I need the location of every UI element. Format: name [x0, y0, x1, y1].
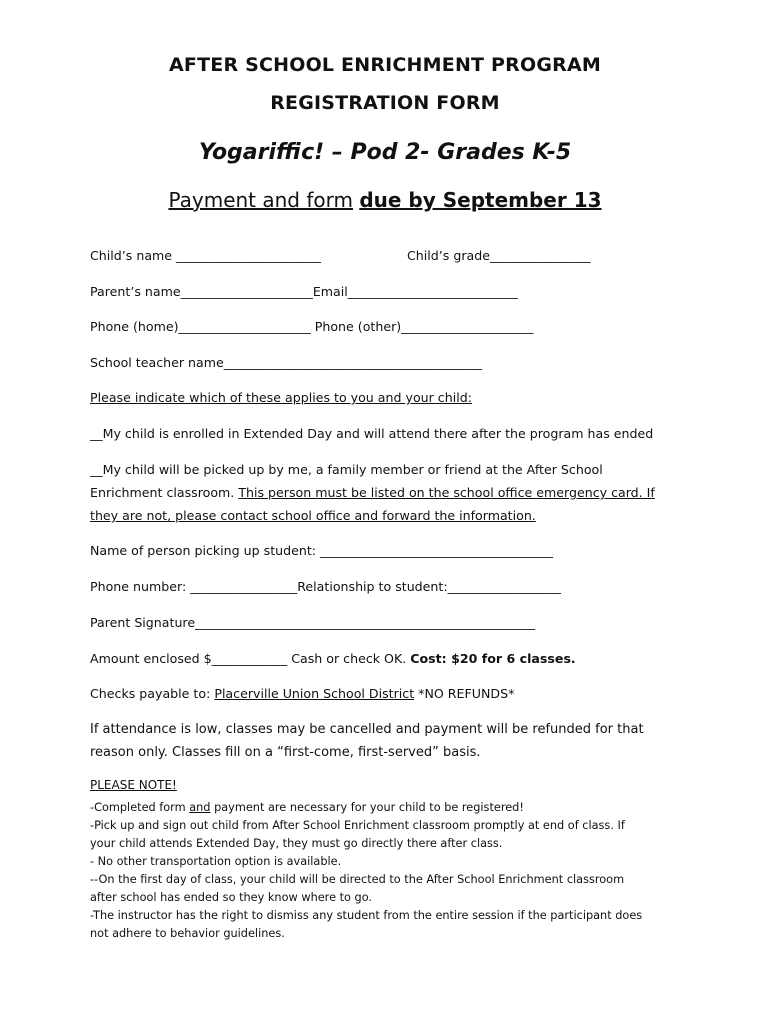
district-name: Placerville Union School District — [214, 686, 415, 701]
checks-payable-label: Checks payable to: — [90, 686, 211, 701]
parent-signature-field[interactable]: Parent Signature______________________________________________________ — [90, 615, 536, 630]
phone-relationship-field[interactable]: Phone number: _________________Relationship to student:__________________ — [90, 579, 561, 594]
please-note-heading: PLEASE NOTE! — [90, 778, 177, 792]
due-date-line — [0, 188, 770, 212]
option-pickup-emergency-note: This person must be listed on the school office emergency card. If — [238, 485, 655, 500]
note-2-line2: your child attends Extended Day, they must go directly there after class. — [90, 837, 503, 850]
option-pickup-line1: __My child will be picked up by me, a family member or friend at the After School — [90, 462, 603, 477]
title-line1: AFTER SCHOOL ENRICHMENT PROGRAM — [169, 54, 601, 76]
childs-grade-field[interactable]: Child’s grade________________ — [407, 248, 591, 263]
attendance-line2: reason only. Classes fill on a “first-come, first-served” basis. — [90, 745, 481, 760]
note-1-end: payment are necessary for your child to be registered! — [210, 801, 524, 814]
attendance-line1: If attendance is low, classes may be cancelled and payment will be refunded for that — [90, 722, 644, 737]
option-pickup-text: Enrichment classroom. — [90, 485, 239, 500]
teacher-name-field[interactable]: School teacher name_________________________________________ — [90, 355, 482, 370]
note-1-and: and — [189, 801, 211, 814]
due-prefix: Payment and form — [168, 188, 353, 212]
note-1-start: -Completed form — [90, 801, 190, 814]
option-pickup-line2 — [90, 481, 690, 504]
note-3: - No other transportation option is available. — [90, 855, 342, 868]
attendance-note — [90, 718, 690, 764]
parent-email-field[interactable]: Parent’s name_____________________Email___________________________ — [90, 284, 518, 299]
phone-field[interactable]: Phone (home)_____________________ Phone (other)_____________________ — [90, 319, 534, 334]
option-pickup[interactable] — [90, 458, 690, 527]
due-date: due by September 13 — [359, 188, 602, 212]
program-title: Yogariffic! – Pod 2- Grades K-5 — [198, 140, 572, 165]
indicate-instruction: Please indicate which of these applies to you and your child: — [90, 390, 472, 405]
cost-text: Cost: $20 for 6 classes. — [410, 651, 576, 666]
note-4-line2: after school has ended so they know where to go. — [90, 891, 373, 904]
amount-line[interactable] — [90, 651, 576, 666]
note-4-line1: --On the first day of class, your child will be directed to the After School Enrichment classroom — [90, 873, 625, 886]
checks-payable-line — [90, 686, 514, 701]
amount-field: Amount enclosed $____________ Cash or check OK. — [90, 651, 407, 666]
pickup-person-field[interactable]: Name of person picking up student: _____________________________________ — [90, 543, 554, 558]
childs-name-field[interactable]: Child’s name _______________________ — [90, 248, 321, 263]
note-5-line2: not adhere to behavior guidelines. — [90, 927, 285, 940]
title-line2: REGISTRATION FORM — [270, 92, 500, 114]
note-1 — [90, 799, 690, 817]
option-pickup-line3: they are not, please contact school office and forward the information. — [90, 508, 536, 523]
note-2-line1: -Pick up and sign out child from After School Enrichment classroom promptly at end of class. If — [90, 819, 625, 832]
option-extended-day[interactable]: __My child is enrolled in Extended Day and will attend there after the program has ended — [90, 426, 654, 441]
note-5-line1: -The instructor has the right to dismiss any student from the entire session if the participant does — [90, 909, 643, 922]
no-refunds: *NO REFUNDS* — [418, 686, 515, 701]
notes-list — [90, 799, 690, 943]
